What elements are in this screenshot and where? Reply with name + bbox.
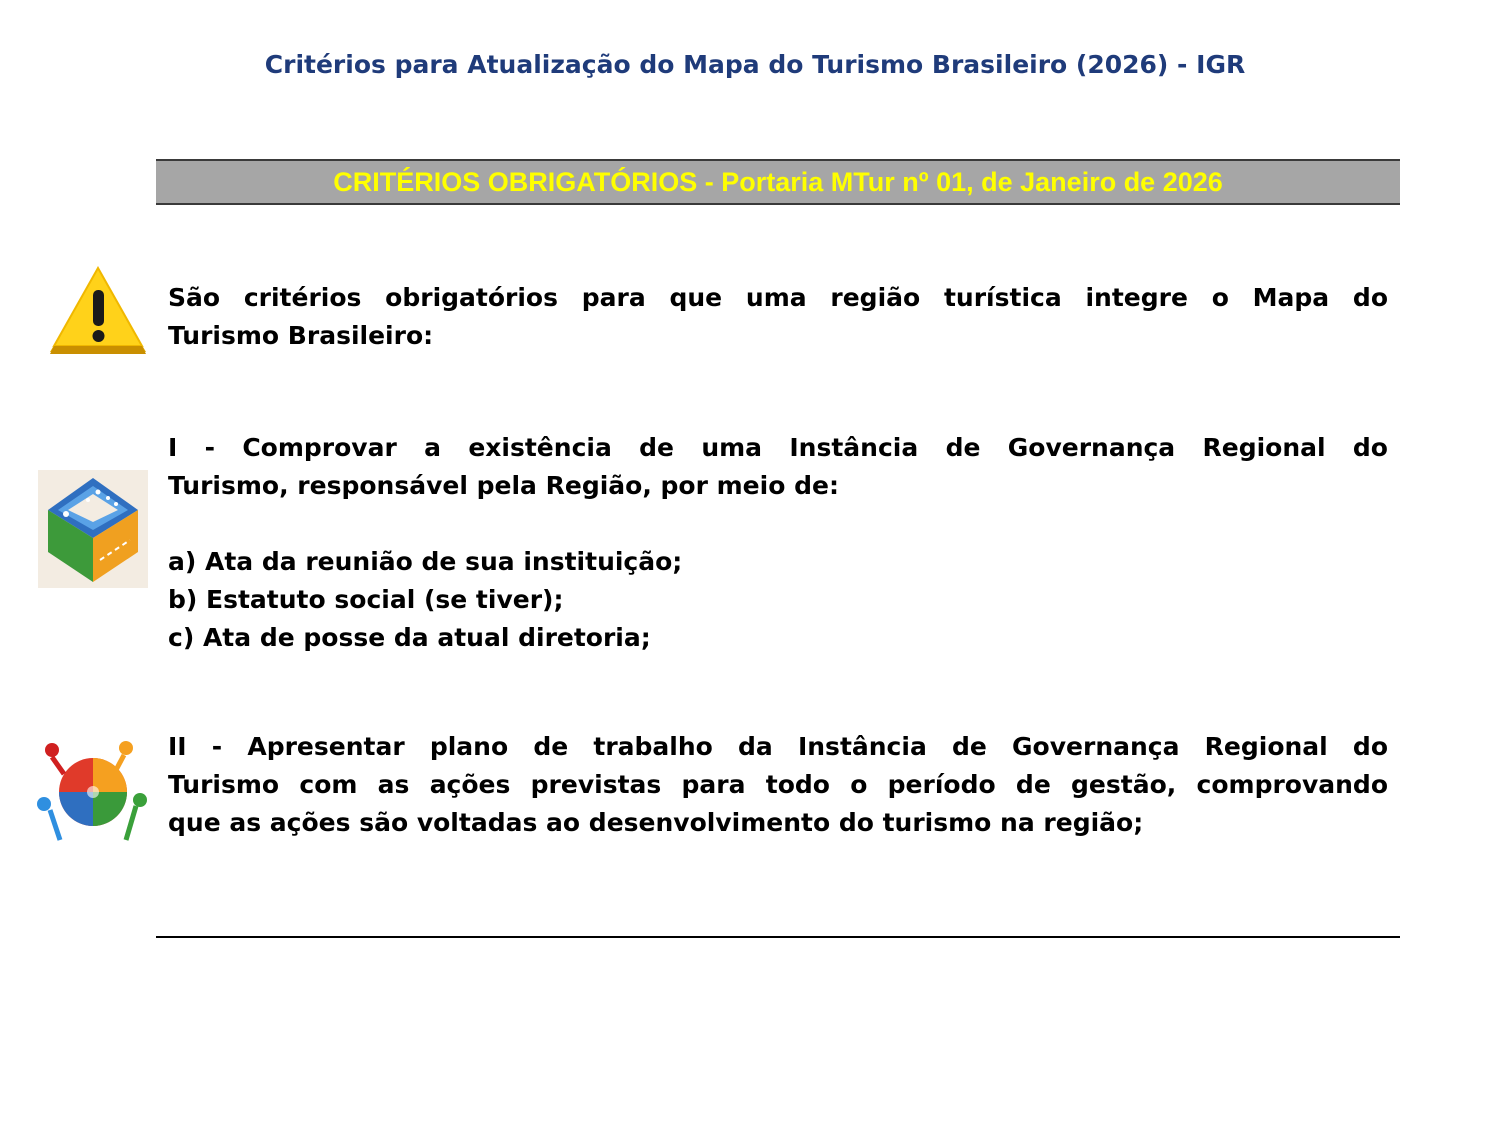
puzzle-people-icon [36, 740, 150, 850]
criterion-2-line: que as ações são voltadas ao desenvolvimento do turismo na região; [168, 808, 1144, 837]
criterion-2-line: II - Apresentar plano de trabalho da Instância de Governança Regional do [168, 732, 1388, 761]
intro-paragraph [168, 279, 1388, 355]
criterion-2-paragraph [168, 728, 1388, 842]
intro-line: São critérios obrigatórios para que uma região turística integre o Mapa do [168, 283, 1388, 312]
criterion-1-line: Turismo, responsável pela Região, por meio de: [168, 471, 839, 500]
criterion-1-item: c) Ata de posse da atual diretoria; [168, 623, 651, 652]
tourism-map-logo-icon [38, 470, 148, 588]
page-title: Critérios para Atualização do Mapa do Turismo Brasileiro (2026) - IGR [264, 50, 1246, 79]
criteria-banner: CRITÉRIOS OBRIGATÓRIOS - Portaria MTur nº 01, de Janeiro de 2026 [156, 159, 1400, 205]
criterion-2-line: Turismo com as ações previstas para todo o período de gestão, comprovando [168, 770, 1388, 799]
criterion-1-item: a) Ata da reunião de sua instituição; [168, 547, 683, 576]
criterion-1-paragraph [168, 429, 1388, 657]
bottom-divider [156, 936, 1400, 938]
criterion-1-item: b) Estatuto social (se tiver); [168, 585, 564, 614]
spacer [168, 505, 1388, 543]
criterion-1-line: I - Comprovar a existência de uma Instância de Governança Regional do [168, 433, 1388, 462]
intro-line: Turismo Brasileiro: [168, 321, 434, 350]
warning-icon [46, 266, 150, 358]
